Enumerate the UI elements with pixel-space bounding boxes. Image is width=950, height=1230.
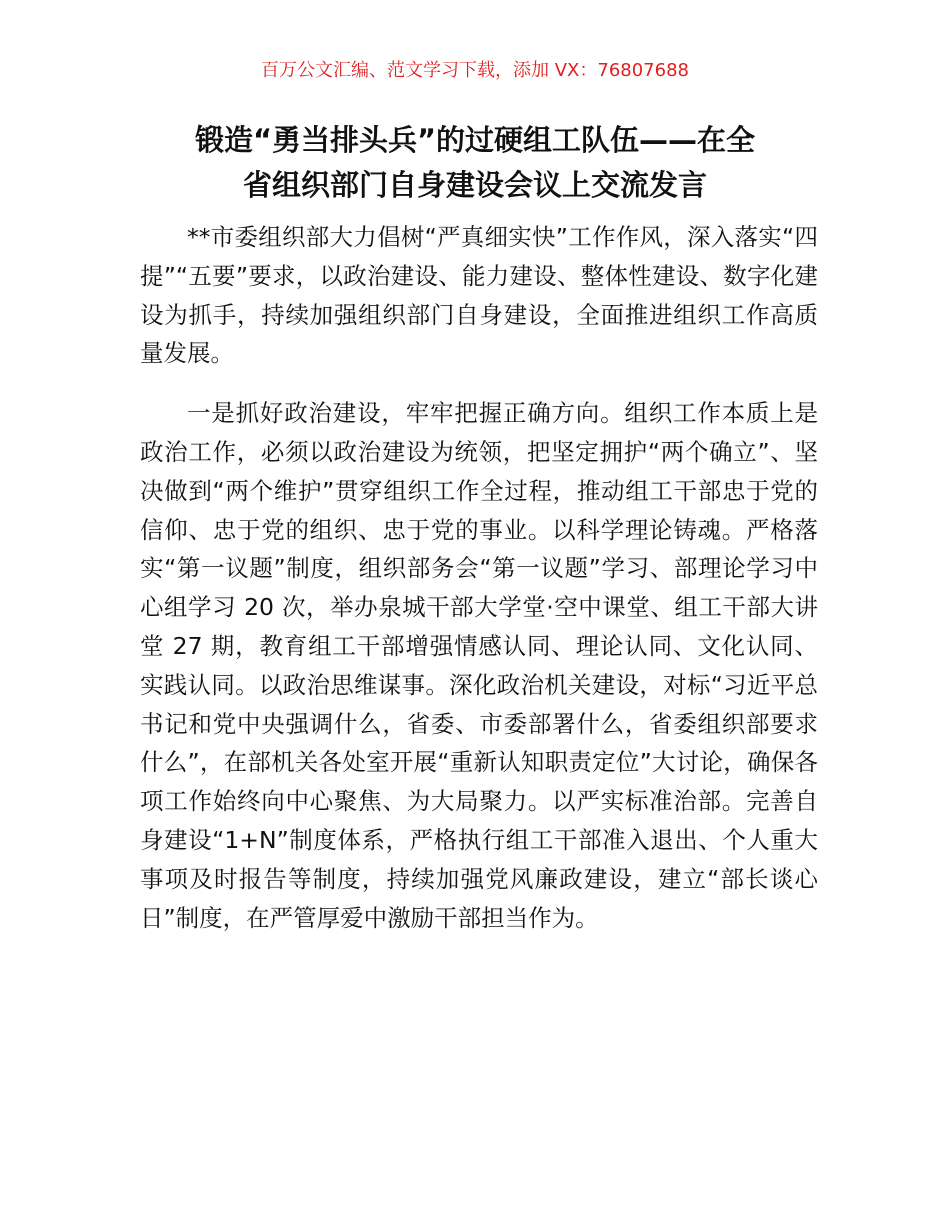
- document-body: [140, 218, 818, 937]
- document-title: [110, 118, 840, 208]
- paragraph-intro: **市委组织部大力倡树“严真细实快”工作作风，深入落实“四提”“五要”要求，以政治建设、能力建设、整体性建设、数字化建设为抓手，持续加强组织部门自身建设，全面推进组织工作高质量发展。: [140, 223, 818, 368]
- header-banner: 百万公文汇编、范文学习下载，添加 VX：76807688: [261, 60, 689, 81]
- paragraph-political-building: 一是抓好政治建设，牢牢把握正确方向。组织工作本质上是政治工作，必须以政治建设为统领，把坚定拥护“两个确立”、坚决做到“两个维护”贯穿组织工作全过程，推动组工干部忠于党的信仰、忠于党的组织、忠于党的事业。以科学理论铸魂。严格落实“第一议题”制度，组织部务会“第一议题”学习、部理论学习中心组学习 20 次，举办泉城干部大学堂·空中课堂、组工干部大讲堂 27 期，教育组工干部增强情感认同、理论认同、文化认同、实践认同。以政治思维谋事。深化政治机关建设，对标“习近平总书记和党中央强调什么，省委、市委部署什么，省委组织部要求什么”，在部机关各处室开展“重新认知职责定位”大讨论，确保各项工作始终向中心聚焦、为大局聚力。以严实标准治部。完善自身建设“1+N”制度体系，严格执行组工干部准入退出、个人重大事项及时报告等制度，持续加强党风廉政建设，建立“部长谈心日”制度，在严管厚爱中激励干部担当作为。: [140, 399, 818, 932]
- title-line-1: 锻造“勇当排头兵”的过硬组工队伍——在全: [194, 123, 756, 157]
- title-line-2: 省组织部门自身建设会议上交流发言: [242, 168, 707, 202]
